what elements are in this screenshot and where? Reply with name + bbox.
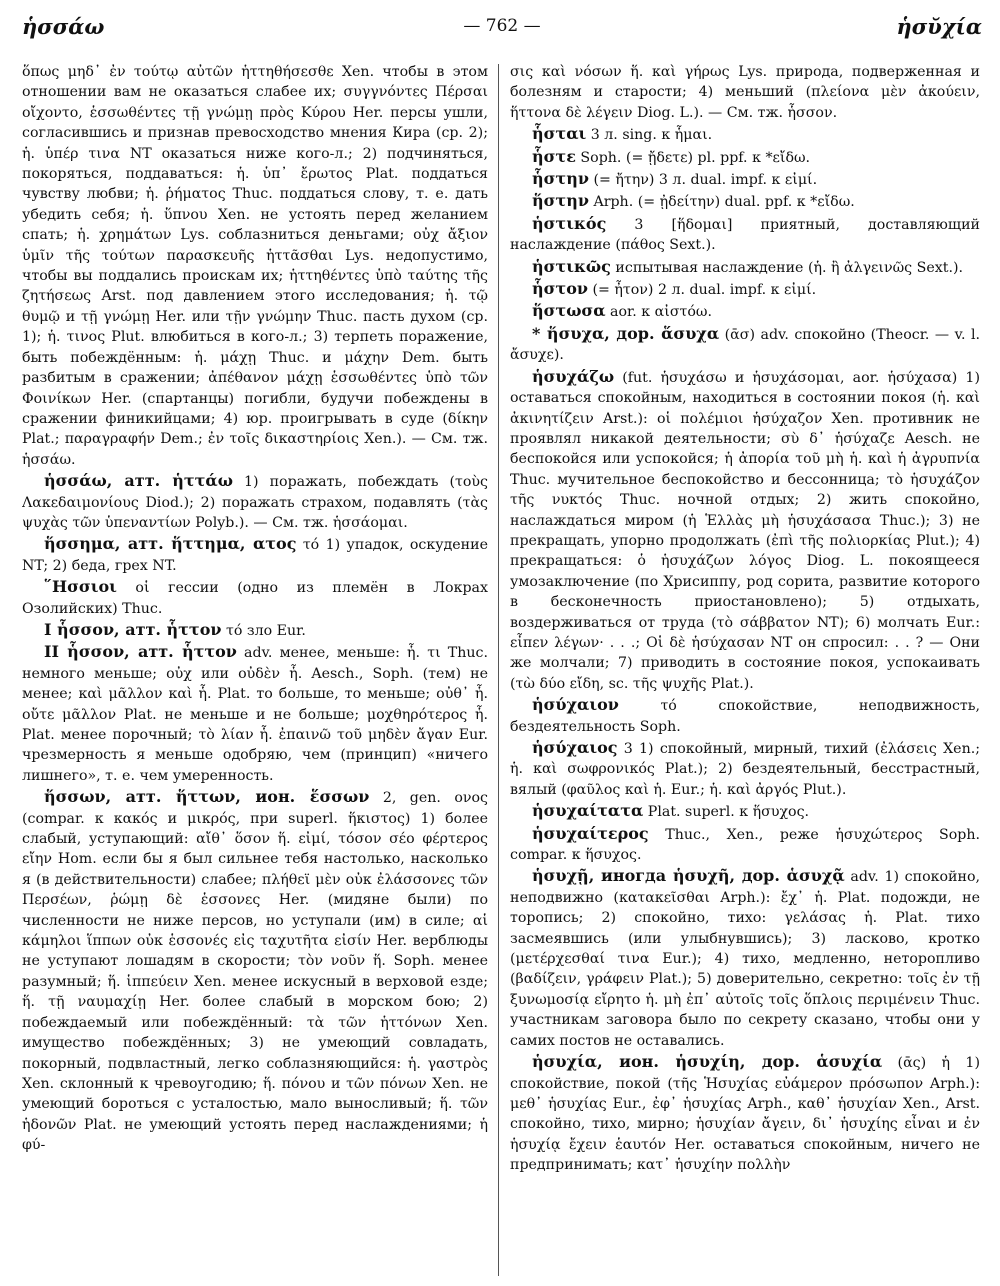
dictionary-entry xyxy=(510,738,980,800)
entry-headword: II ἧσσον, атт. ἧττον xyxy=(44,642,237,662)
entry-headword: ἡσύχαιος xyxy=(532,738,618,757)
entry-body: Plat. superl. к ἥσυχος. xyxy=(643,804,810,821)
dictionary-entry xyxy=(510,124,980,145)
entry-body: (= ἤτην) 3 л. dual. impf. к εἰμί. xyxy=(588,172,818,189)
dictionary-entry xyxy=(510,801,980,822)
entry-body: σις καὶ νόσων ἥ. καὶ γήρως Lys. природа, подверженная и болезням и старости; 4) меньший (πλείονα μὲν ἀκούειν, ἥττονα δὲ λέγειν Diog. L.). — См. тж. ἧσσον. xyxy=(510,64,980,121)
page-number: — 762 — xyxy=(463,16,541,36)
dictionary-entry xyxy=(510,824,980,866)
entry-body: Arph. (= ᾐδείτην) dual. ppf. к *εἴδω. xyxy=(588,194,855,211)
running-head-right: ἡσῠχία xyxy=(896,14,982,39)
dictionary-entry xyxy=(510,301,980,322)
entry-headword: I ἧσσον, атт. ἧττον xyxy=(44,619,222,639)
dictionary-entry xyxy=(510,279,980,300)
entry-body: 3 л. sing. к ἧμαι. xyxy=(586,127,713,144)
entry-body: 1) поражать, побеждать (τοὺς Λακεδαιμονίους Diod.); 2) поражать страхом, подавлять (τὰς ψυχὰς τῶν ὑπεναντίων Polyb.). — См. тж. ἡσσάομαι. xyxy=(22,474,488,531)
entry-body: Thuc., Xen., реже ἡσυχώτερος Soph. compar. к ἥσυχος. xyxy=(510,826,980,864)
dictionary-entry xyxy=(510,324,980,366)
entry-body: τό зло Eur. xyxy=(221,622,306,639)
entry-headword: ἥστην xyxy=(532,191,589,211)
dictionary-entry xyxy=(510,214,980,256)
dictionary-entry xyxy=(22,642,488,786)
entry-headword: ἡστικῶς xyxy=(532,256,611,276)
entry-body: adv. менее, меньше: ἧ. τι Thuc. немного меньше; οὐχ или οὐδὲν ἧ. Aesch., Soph. (тем) не менее; καὶ μᾶλλον καὶ ἧ. Plat. то больше, то меньше; οὐθ᾽ ἧ. οὔτε μᾶλλον Plat. не меньше и не больше; μοχθηρότερος ἧ. Plat. менее порочный; τὸ λίαν ἧ. ἐπαινῶ τοῦ μηδὲν ἄγαν Eur. чрезмерность я меньше одобряю, чем (принцип) «ничего лишнего», т. е. чем умеренность. xyxy=(22,645,488,784)
entry-body: adv. 1) спокойно, неподвижно (κατακεῖσθαι Arph.): ἔχ᾽ ἡ. Plat. подожди, не торопись; 2) спокойно, тихо: γελάσας ἡ. Plat. тихо засмеявшись (или улыбнувшись); 3) ласково, кротко (μετέρχεσθαί τινα Eur.); 4) тихо, медленно, неторопливо (βαδίζειν, γράφειν Plat.); 5) доверительно, секретно: τοῖς ἐν τῇ ξυνωμοσίᾳ εἴρητο ἡ. μὴ ἐπ᾽ αὐτοῖς τοῖς ὅπλοις περιμένειν Thuc. участникам заговора было по секрету сказано, чтобы они у самих постов не оставались. xyxy=(510,869,980,1049)
entry-headword: ἡσυχαίτατα xyxy=(532,801,644,821)
entry-headword: ἥσσημα, атт. ἥττημα, ατος xyxy=(44,534,297,554)
column-divider xyxy=(498,64,499,1276)
dictionary-entry xyxy=(510,1052,980,1175)
left-column xyxy=(22,62,488,1277)
entry-body: οἱ гессии (одно из племён в Локрах Озолийских) Thuc. xyxy=(22,580,488,617)
dictionary-entry xyxy=(22,620,488,641)
entry-body: τό спокойствие, неподвижность, бездеятельность Soph. xyxy=(510,698,980,735)
dictionary-entry xyxy=(510,147,980,168)
entry-body: aor. к αἰστόω. xyxy=(605,304,712,321)
running-head-left: ἡσσάω xyxy=(22,14,105,39)
entry-body: (ᾱσ) adv. спокойно (Theocr. — v. l. ἄσυχε). xyxy=(510,326,980,364)
entry-headword: ἡσυχία, ион. ἡσυχίη, дор. ἁσυχία xyxy=(532,1052,883,1072)
dictionary-entry xyxy=(510,695,980,737)
entry-headword: ἡσσάω, атт. ἡττάω xyxy=(44,471,233,491)
entry-headword: * ἥσυχα, дор. ἅσυχα xyxy=(532,323,720,343)
dictionary-entry xyxy=(22,577,488,619)
entry-headword: ῞Ησσιοι xyxy=(44,577,117,597)
entry-headword: ἧστε xyxy=(532,146,576,166)
dictionary-entry xyxy=(510,62,980,123)
dictionary-entry xyxy=(22,787,488,1155)
entry-body: 2, gen. ονος (compar. к κακός и μικρός, при superl. ἥκιστος) 1) более слабый, уступающий: αἴθ᾽ ὅσον ἥ. εἰμί, τόσον σέο φέρτερος εἴην Hom. если бы я был сильнее тебя настолько, насколько я (в действительности) слабее; πλήθεϊ μὲν οὐκ ἐλάσσονες τῶν Περσέων, ῥώμῃ δὲ ἑσσονες Her. (мидяне были) по численности не ниже персов, но уступали (им) в силе; αἱ κάμηλοι ἵππων οὐκ ἑσσονές εἰς ταχυτῆτα εἰσίν Her. верблюды не уступают лошадям в скорости; τὸν νοῦν ἥ. Soph. менее разумный; ἥ. ἱππεύειν Xen. менее искусный в верховой езде; ἥ. τῇ ναυμαχίῃ Her. более слабый в морском бою; 2) побеждаемый или побеждённый: τὰ τῶν ἡττόνων Xen. имущество побеждённых; 3) не умеющий совладать, покорный, подвластный, легко соблазняющийся: ἡ. γαστρὸς Xen. склонный к чревоугодию; ἥ. πόνου и τῶν πόνων Xen. не умеющий бороться с усталостью, мало выносливый; ἥ. τῶν ἡδονῶν Plat. не умеющий устоять перед наслаждениями; ἡ φύ- xyxy=(22,790,488,1154)
dictionary-entry xyxy=(510,191,980,212)
dictionary-entry xyxy=(510,367,980,695)
entry-headword: ἧστην xyxy=(532,169,589,189)
entry-body: 3 1) спокойный, мирный, тихий (ἐλάσεις Xen.; ἡ. καὶ σωφρονικός Plat.); 2) бездеятельный, бесстрастный, вялый (φαῦλος καὶ ἡ. Eur.; ἡ. καὶ ἀργός Plut.). xyxy=(510,741,980,798)
entry-headword: ἧστον xyxy=(532,279,588,299)
entry-body: 3 [ἥδομαι] приятный, доставляющий наслаждение (πάθος Sext.). xyxy=(510,216,980,254)
dictionary-entry xyxy=(510,866,980,1051)
dictionary-entry xyxy=(22,534,488,576)
entry-headword: ἧσται xyxy=(532,124,587,144)
entry-body: ὅπως μηδ᾽ ἐν τούτῳ αὐτῶν ἡττηθήσεσθε Xen. чтобы в этом отношении вам не оказаться слабее их; συγγνόντες Πέρσαι οἴχοντο, ἑσσωθέντες τῇ γνώμῃ πρὸς Κύρου Her. персы ушли, согласившись и признав превосходство мнения Кира (ср. 2); ἡ. ὑπέρ τινα NT оказаться ниже кого-л.; 2) подчиняться, покоряться, поддаваться: ἡ. ὑπ᾽ ἔρωτος Plat. поддаться чувству любви; ἡ. ῥήματος Thuc. поддаться слову, т. е. дать убедить себя; ἡ. ὕπνου Xen. не устоять перед желанием спать; ἡ. χρημάτων Lys. соблазниться деньгами; οὐχ ἄξιον ὑμῖν τῆς τούτων παρασκευῆς ἡττᾶσθαι Lys. недопустимо, чтобы вы поддались проискам их; ἡττηθέντες ὑπὸ ταύτης τῆς ζητήσεως Arst. под давлением этого исследования; ἡ. τῷ θυμῷ и τῇ γνώμῃ Her. или τῇν γνώμην Thuc. пасть духом (ср. 1); ἡ. τινος Plut. влюбиться в кого-л.; 3) терпеть поражение, быть побеждённым: ἡ. μάχῃ Thuc. и μάχην Dem. быть разбитым в сражении; ἀπέθανον μάχῃ ἑσσωθέντες ὑπὸ τῶν Φοινίκων Her. (спартанцы) погибли, будучи побеждены в сражении финикийцами; 4) юр. проигрывать в суде (δίκην Plat.; παραγραφήν Dem.; ἐν τοῖς δικαστηρίοις Xen.). — См. тж. ἡσσάω. xyxy=(22,64,488,468)
entry-body: (= ἦτον) 2 л. dual. impf. к εἰμί. xyxy=(587,282,817,299)
entry-body: (fut. ἡσυχάσω и ἡσυχάσομαι, aor. ἡσύχασα) 1) оставаться спокойным, находиться в состоянии покоя (ἡ. καὶ ἀκινητίζειν Arst.): οἱ πολέμιοι ἡσύχαζον Xen. противник не проявлял никакой деятельности; σὺ δ᾽ ἡσύχαζε Aesch. не беспокойся или успокойся; ἡ ἀπορία τοῦ μὴ ἡ. καὶ ἡ ἀγρυπνία Thuc. мучительное беспокойство и бессонница; τὸ ἡσυχάζον τῆς νυκτός Thuc. ночной отдых; 2) жить спокойно, наслаждаться миром (ἡ Ἑλλὰς μὴ ἡσυχάσασα Thuc.); 3) не прекращать, упорно продолжать (ἐπὶ τῆς πολιορκίας Plut.); 4) прекращаться: ὁ ἡσυχάζων λόγος Diog. L. покоящееся умозаключение (по Хрисиппу, род сорита, развитие которого в бесконечность приостановлено); 5) отдыхать, воздерживаться от труда (τὸ σάββατον NT); 6) молчать Eur.: εἶπεν λέγων· . . .; Οἱ δὲ ἡσύχασαν NT он спросил: . . ? — Они же молчали; 7) приводить в состояние покоя, успокаивать (τὼ δύο εἴδη, sc. τῆς ψυχῆς Plat.). xyxy=(510,369,980,692)
entry-body: (ᾱς) ἡ 1) спокойствие, покой (τῆς Ἡσυχίας εὐάμερον πρόσωπον Arph.): μεθ᾽ ἡσυχίας Eur., ἐφ᾽ ἡσυχίας Arph., καθ᾽ ἡσυχίαν Xen., Arst. спокойно, тихо, мирно; ἡσυχίαν ἄγειν, δι᾽ ἡσυχίης εἶναι и ἐν ἡσυχίᾳ ἔχειν ἑαυτόν Her. оставаться спокойным, ничего не предпринимать; κατ᾽ ἡσυχίην πολλὴν xyxy=(510,1055,980,1174)
page-header xyxy=(22,10,982,46)
entry-headword: ἥσσων, атт. ἥττων, ион. ἕσσων xyxy=(44,787,370,807)
dictionary-entry xyxy=(510,257,980,278)
entry-headword: ἡσυχῇ, иногда ἡσυχῆ, дор. ἁσυχᾷ xyxy=(532,866,845,886)
entry-headword: ἡσυχάζω xyxy=(532,366,615,386)
entry-headword: ἡστικός xyxy=(532,213,607,233)
entry-body: Soph. (= ᾔδετε) pl. ppf. к *εἴδω. xyxy=(575,149,811,166)
entry-body: испытывая наслаждение (ἡ. ἢ ἀλγεινῶς Sext.). xyxy=(610,259,963,276)
right-column xyxy=(510,62,980,1277)
entry-headword: ἡσυχαίτερος xyxy=(532,823,649,843)
dictionary-entry xyxy=(22,471,488,533)
entry-headword: ἥστωσα xyxy=(532,301,606,321)
entry-body: τό 1) упадок, оскудение NT; 2) беда, грех NT. xyxy=(22,537,488,574)
dictionary-entry xyxy=(510,169,980,190)
entry-headword: ἡσύχαιον xyxy=(532,695,619,715)
dictionary-entry xyxy=(22,62,488,470)
